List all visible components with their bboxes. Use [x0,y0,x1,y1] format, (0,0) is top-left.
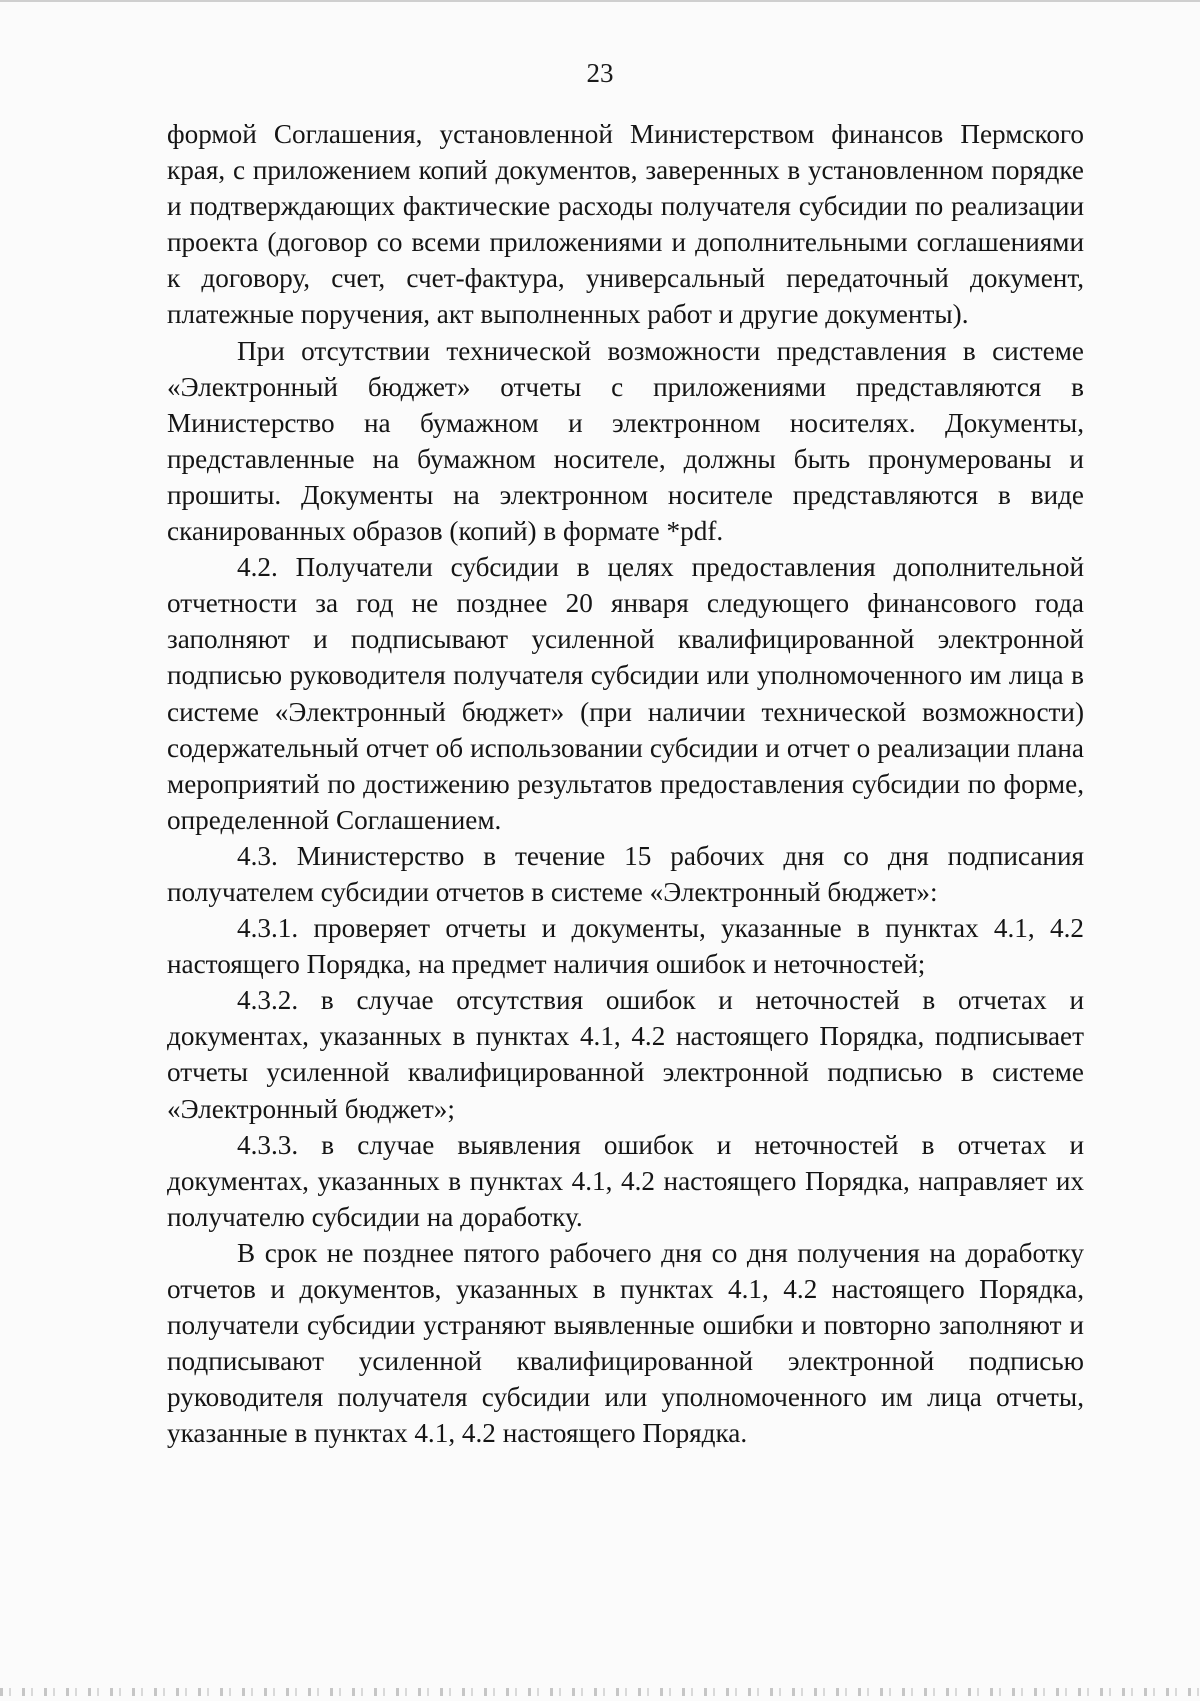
paragraph-4-3-3: 4.3.3. в случае выявления ошибок и неточностей в отчетах и документах, указанных в пунктах 4.1, 4.2 настоящего Порядка, направляет их получателю субсидии на доработку. [167,1129,1084,1232]
paragraph-paper-submission: При отсутствии технической возможности представления в системе «Электронный бюджет» отчеты с приложениями представляются в Министерство на бумажном и электронном носителях. Документы, представленные на бумажном носителе, должны быть пронумерованы и прошиты. Документы на электронном носителе представляются в виде сканированных образов (копий) в формате *pdf. [167,335,1084,547]
paragraph-4-2: 4.2. Получатели субсидии в целях предоставления дополнительной отчетности за год не позднее 20 января следующего финансового года заполняют и подписывают усиленной квалифицированной электронной подписью руководителя получателя субсидии или уполномоченного им лица в системе «Электронный бюджет» (при наличии технической возможности) содержательный отчет об использовании субсидии и отчет о реализации плана мероприятий по достижению результатов предоставления субсидии по форме, определенной Соглашением. [167,552,1084,835]
paragraph-4-3-1: 4.3.1. проверяет отчеты и документы, указанные в пунктах 4.1, 4.2 настоящего Порядка, на предмет наличия ошибок и неточностей; [167,913,1084,980]
page-number: 23 [586,58,614,88]
scan-edge-marks [0,1688,1200,1696]
paragraph-4-3: 4.3. Министерство в течение 15 рабочих дня со дня подписания получателем субсидии отчетов в системе «Электронный бюджет»: [167,840,1084,907]
paragraph-4-3-2: 4.3.2. в случае отсутствия ошибок и неточностей в отчетах и документах, указанных в пунктах 4.1, 4.2 настоящего Порядка, подписывает отчеты усиленной квалифицированной электронной подписью в системе «Электронный бюджет»; [167,985,1084,1124]
paragraph-rework-deadline: В срок не позднее пятого рабочего дня со дня получения на доработку отчетов и документов, указанных в пунктах 4.1, 4.2 настоящего Порядка, получатели субсидии устраняют выявленные ошибки и повторно заполняют и подписывают усиленной квалифицированной электронной подписью руководителя получателя субсидии или уполномоченного им лица отчеты, указанные в пунктах 4.1, 4.2 настоящего Порядка. [167,1237,1084,1449]
document-body [167,116,1084,1451]
paragraph-continuation: формой Соглашения, установленной Министерством финансов Пермского края, с приложением копий документов, заверенных в установленном порядке и подтверждающих фактические расходы получателя субсидии по реализации проекта (договор со всеми приложениями и дополнительными соглашениями к договору, счет, счет-фактура, универсальный передаточный документ, платежные поручения, акт выполненных работ и другие документы). [167,119,1084,330]
page-top-edge [0,0,1200,2]
